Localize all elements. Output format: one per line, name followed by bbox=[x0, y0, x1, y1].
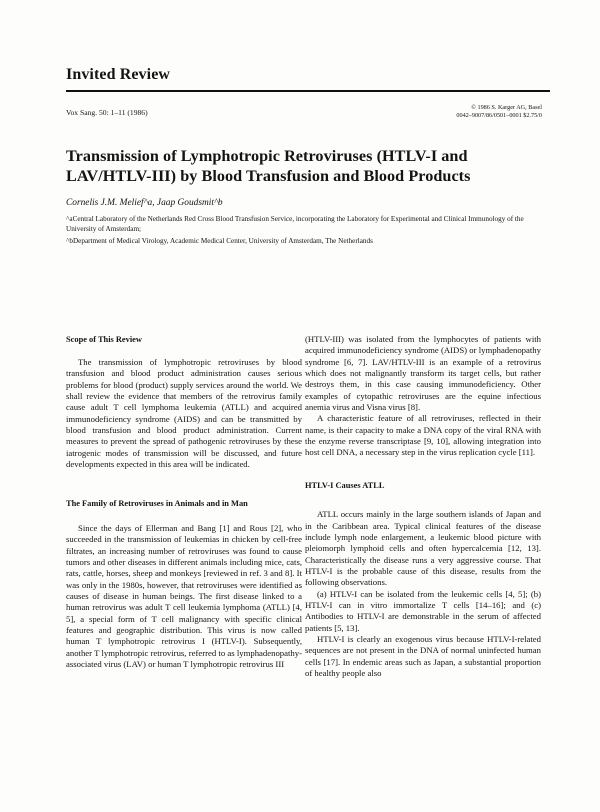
scope-paragraph: The transmission of lymphotropic retroviruses by blood transfusion and blood product administration causes serious problems for blood (product) supply services around the world. We shall review the evidence that members of the retrovirus family cause adult T cell lymphoma leukemia (ATLL) and acquired immunodeficiency syndrome (AIDS) and can be transmitted by blood transfusion and blood product administration. Current measures to prevent the spread of pathogenic retroviruses by these iatrogenic modes of transmission will be discussed, and future developments expected in this area will be indicated. bbox=[66, 357, 302, 469]
atll-paragraph: ATLL occurs mainly in the large southern islands of Japan and in the Caribbean area. Typical clinical features of the disease include lymph node enlargement, a leukemic blood picture with pleiomorph lymphoid cells and often hypercalcemia [12, 13]. Characteristically the disease runs a very aggressive course. That HTLV-I is the probable cause of this disease, results from the following observations. bbox=[305, 509, 541, 588]
article-authors: Cornelis J.M. Melief^a, Jaap Goudsmit^b bbox=[66, 198, 223, 208]
issn-line: 0042–9007/86/0501–0001 $2.75/0 bbox=[456, 112, 542, 119]
journal-reference: Vox Sang. 50: 1–11 (1986) bbox=[66, 108, 148, 117]
atll-heading: HTLV-I Causes ATLL bbox=[305, 481, 385, 491]
right-column bbox=[305, 334, 541, 679]
article-title: Transmission of Lymphotropic Retroviruses (HTLV-I and LAV/HTLV-III) by Blood Transfusion and Blood Products bbox=[66, 147, 471, 185]
left-column bbox=[66, 334, 302, 670]
copyright-line: © 1986 S. Karger AG, Basel bbox=[471, 104, 542, 111]
family-paragraph: Since the days of Ellerman and Bang [1] and Rous [2], who succeeded in the transmission of leukemias in chicken by cell-free filtrates, an increasing number of retroviruses was found to cause tumors and other diseases in different animals including mice, cats, rats, cattle, horses, sheep and monkeys [reviewed in ref. 3 and 8]. It was only in the 1980s, however, that retroviruses were identified as causes of disease in human beings. The first disease linked to a human retrovirus was adult T cell leukemia lymphoma (ATLL) [4, 5], a special form of T cell malignancy with specific clinical features and geographic distribution. This virus is now called human T lymphotropic retrovirus I (HTLV-I). Subsequently, another T lymphotropic retrovirus, referred to as lymphadenopathy-associated virus (LAV) or human T lymphotropic retrovirus III bbox=[66, 523, 302, 669]
family-heading: The Family of Retroviruses in Animals and in Man bbox=[66, 499, 248, 509]
exogenous-paragraph: HTLV-I is clearly an exogenous virus because HTLV-I-related sequences are not present in the DNA of normal uninfected human cells [17]. In endemic areas such as Japan, a substantial proportion of healthy people also bbox=[305, 633, 541, 678]
feature-paragraph: A characteristic feature of all retroviruses, reflected in their name, is their capacity to make a DNA copy of the viral RNA with the enzyme reverse transcriptase [9, 10], allowing integration into host cell DNA, a necessary step in the virus replication cycle [11]. bbox=[305, 413, 541, 458]
observations-paragraph: (a) HTLV-I can be isolated from the leukemic cells [4, 5]; (b) HTLV-I can in vitro immortalize T cells [14–16]; and (c) Antibodies to HTLV-I are demonstrable in the serum of affected patients [5, 13]. bbox=[305, 588, 541, 633]
affiliation-a: ^aCentral Laboratory of the Netherlands Red Cross Blood Transfusion Service, incorporating the Laboratory for Experimental and Clinical Immunology of the University of Amsterdam; bbox=[66, 215, 524, 234]
continued-paragraph: (HTLV-III) was isolated from the lymphocytes of patients with acquired immunodeficiency syndrome (AIDS) or lymphadenopathy syndrome [6, 7]. LAV/HTLV-III is an example of a retrovirus which does not malignantly transform its target cells, but rather destroys them, in this case causing immunodeficiency. Other examples of cytopathic retroviruses are the equine infectious anemia virus and Visna virus [8]. bbox=[305, 334, 541, 412]
affiliation-b: ^bDepartment of Medical Virology, Academic Medical Center, University of Amsterdam, The Netherlands bbox=[66, 236, 373, 245]
affiliations bbox=[66, 214, 546, 246]
scope-heading: Scope of This Review bbox=[66, 335, 142, 344]
section-heading: Invited Review bbox=[66, 66, 171, 83]
copyright-notice bbox=[456, 104, 542, 120]
header-rule bbox=[66, 90, 550, 92]
